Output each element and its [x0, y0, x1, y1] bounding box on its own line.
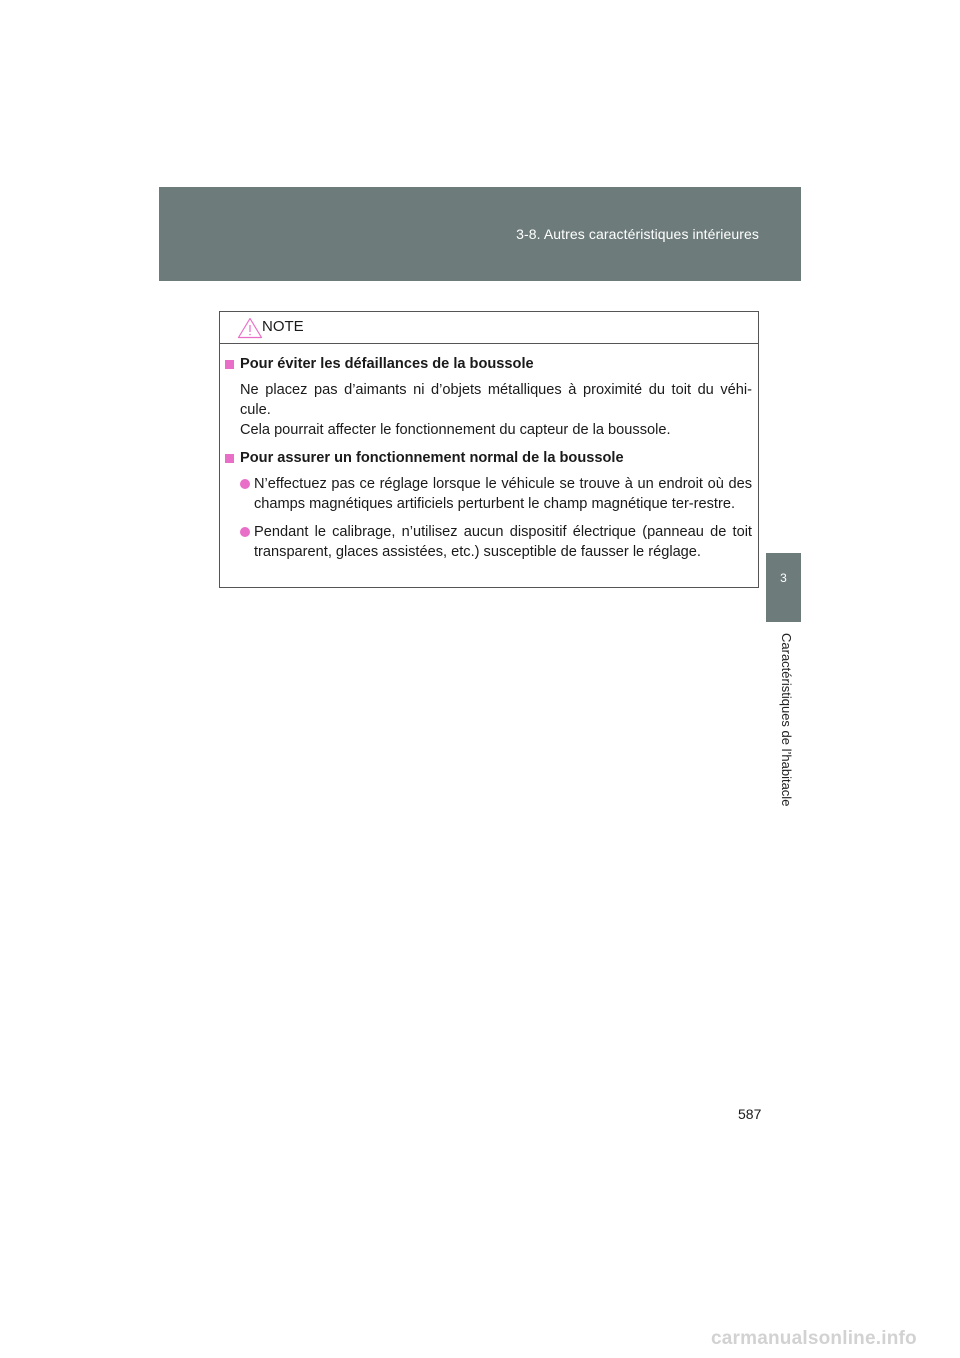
- section-heading: [225, 354, 752, 374]
- list-item: [240, 522, 752, 562]
- header-band: [159, 187, 801, 281]
- section-heading: [225, 448, 752, 468]
- round-bullet-icon: [240, 527, 250, 537]
- chapter-number: 3: [780, 571, 787, 585]
- warning-triangle-icon: [237, 317, 263, 339]
- list-item: [240, 474, 752, 514]
- section-title: 3-8. Autres caractéristiques intérieures: [516, 226, 759, 242]
- note-label: NOTE: [262, 318, 304, 335]
- section-heading-text: Pour éviter les défaillances de la boussole: [240, 356, 534, 372]
- list-item-text: Pendant le calibrage, n’utilisez aucun dispositif électrique (panneau de toit transparent, glaces assistées, etc.) susceptible de fausser le réglage.: [254, 524, 752, 560]
- section-heading-text: Pour assurer un fonctionnement normal de la boussole: [240, 450, 624, 466]
- note-box: [219, 311, 759, 588]
- square-bullet-icon: [225, 360, 234, 369]
- page-number: 587: [738, 1106, 762, 1122]
- watermark: carmanualsonline.info: [711, 1328, 917, 1349]
- paragraph-line: Ne placez pas d’aimants ni d’objets métalliques à proximité du toit du véhi-cule.: [240, 382, 752, 418]
- chapter-tab: [766, 553, 801, 622]
- note-body: [220, 344, 758, 562]
- chapter-label: Caractéristiques de l’habitacle: [779, 633, 794, 807]
- square-bullet-icon: [225, 454, 234, 463]
- paragraph-line: Cela pourrait affecter le fonctionnement du capteur de la boussole.: [240, 422, 671, 438]
- note-header: [220, 312, 758, 344]
- paragraph: [240, 380, 752, 440]
- round-bullet-icon: [240, 479, 250, 489]
- list-item-text: N’effectuez pas ce réglage lorsque le véhicule se trouve à un endroit où des champs magnétiques artificiels perturbent le champ magnétique ter-restre.: [254, 476, 752, 512]
